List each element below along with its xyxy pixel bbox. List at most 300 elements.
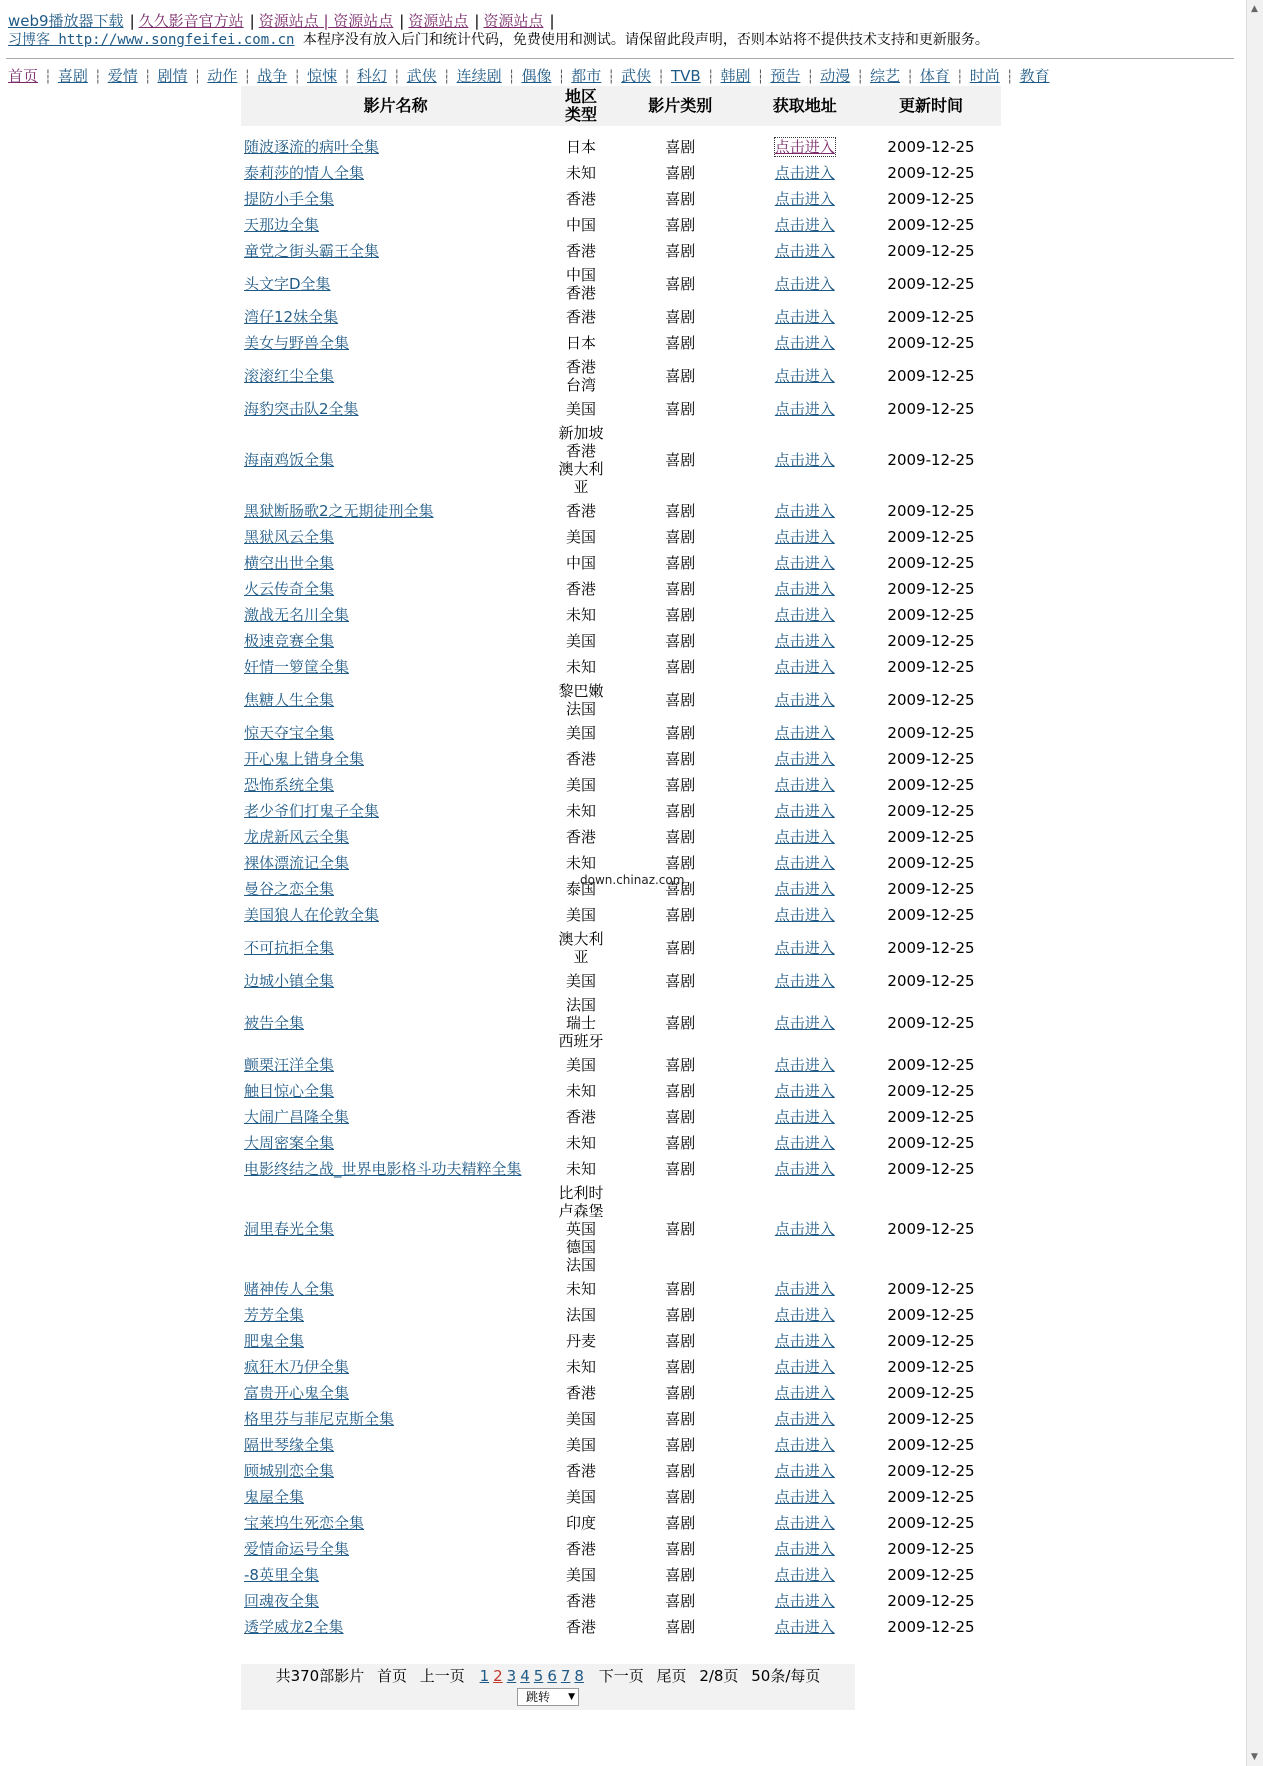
region-value: 美国: [566, 906, 597, 924]
movie-name-link[interactable]: 随波逐流的病叶全集: [244, 138, 380, 156]
enter-link[interactable]: 点击进入: [774, 1056, 835, 1074]
table-row: [241, 720, 1001, 746]
movie-name-cell: [241, 422, 550, 498]
enter-link[interactable]: 点击进入: [774, 972, 835, 990]
nav-item[interactable]: 动漫: [820, 67, 851, 85]
link-cell: [749, 746, 861, 772]
enter-link[interactable]: 点击进入: [774, 216, 835, 234]
pager-prev[interactable]: 上一页: [419, 1667, 465, 1685]
movie-name-link[interactable]: 宝莱坞生死恋全集: [244, 1514, 365, 1532]
enter-link[interactable]: 点击进入: [774, 1618, 835, 1636]
table-row: [241, 356, 1001, 396]
table-row: [241, 396, 1001, 422]
region-value: 未知: [566, 164, 597, 182]
table-row: [241, 1104, 1001, 1130]
enter-link[interactable]: 点击进入: [774, 906, 835, 924]
movie-name-cell: [241, 396, 550, 422]
movie-name-link[interactable]: 爱情命运号全集: [244, 1540, 350, 1558]
region-value: 中国: [566, 266, 597, 284]
enter-link[interactable]: 点击进入: [774, 1160, 835, 1178]
enter-link[interactable]: 点击进入: [774, 528, 835, 546]
region-value: 日本: [566, 138, 597, 156]
pager-page-link[interactable]: 3: [506, 1667, 517, 1685]
enter-link[interactable]: 点击进入: [774, 606, 835, 624]
table-row: [241, 1130, 1001, 1156]
update-time-cell: 2009-12-25: [887, 750, 975, 768]
table-row: [241, 212, 1001, 238]
category-cell: 喜剧: [665, 939, 696, 957]
movie-name-link[interactable]: -8英里全集: [244, 1566, 319, 1584]
category-cell: 喜剧: [665, 880, 696, 898]
movie-name-link[interactable]: 颤栗汪洋全集: [244, 1056, 335, 1074]
link-cell: [749, 1406, 861, 1432]
region-value: 黎巴嫩: [558, 682, 604, 700]
region-cell: [550, 550, 612, 576]
col-category-header: 影片类别: [612, 86, 749, 126]
category-cell: 喜剧: [665, 750, 696, 768]
movie-name-link[interactable]: 湾仔12妹全集: [244, 308, 339, 326]
movie-name-link[interactable]: 激战无名川全集: [244, 606, 350, 624]
movie-name-cell: [241, 1328, 550, 1354]
link-cell: [749, 968, 861, 994]
movie-name-link[interactable]: 美国狼人在伦敦全集: [244, 906, 380, 924]
link-cell: [749, 1052, 861, 1078]
update-time-cell: 2009-12-25: [887, 1280, 975, 1298]
nav-item[interactable]: 动作: [207, 67, 238, 85]
movie-name-link[interactable]: 头文字D全集: [244, 275, 331, 293]
pager-page-link[interactable]: 1: [479, 1667, 490, 1685]
category-cell: 喜剧: [665, 1108, 696, 1126]
movie-name-cell: [241, 772, 550, 798]
region-value: 中国: [566, 216, 597, 234]
nav-item[interactable]: 韩剧: [720, 67, 751, 85]
enter-link[interactable]: 点击进入: [774, 854, 835, 872]
nav-item[interactable]: 武侠: [406, 67, 437, 85]
region-value: 未知: [566, 606, 597, 624]
region-value: 法国: [566, 1306, 597, 1324]
nav-item[interactable]: 剧情: [157, 67, 188, 85]
category-cell: 喜剧: [665, 451, 696, 469]
region-value: 英国: [566, 1220, 597, 1238]
nav-item[interactable]: 教育: [1019, 67, 1050, 85]
movie-name-cell: [241, 1182, 550, 1276]
movie-name-link[interactable]: 边城小镇全集: [244, 972, 335, 990]
link-cell: [749, 602, 861, 628]
enter-link[interactable]: 点击进入: [774, 750, 835, 768]
nav-item[interactable]: 都市: [571, 67, 602, 85]
nav-divider: ┆: [243, 70, 252, 85]
update-time-cell: 2009-12-25: [887, 691, 975, 709]
link-cell: [749, 1588, 861, 1614]
category-cell: 喜剧: [665, 606, 696, 624]
scroll-up-icon[interactable]: ▲: [1251, 4, 1258, 14]
enter-link[interactable]: 点击进入: [774, 1014, 835, 1032]
update-time-cell: 2009-12-25: [887, 451, 975, 469]
movie-name-link[interactable]: 裸体漂流记全集: [244, 854, 350, 872]
movie-name-link[interactable]: 天那边全集: [244, 216, 320, 234]
pager-page-link[interactable]: 8: [574, 1667, 584, 1685]
pager-jump-row: [241, 1686, 855, 1706]
nav-item[interactable]: 战争: [257, 67, 288, 85]
movie-name-link[interactable]: 恐怖系统全集: [244, 776, 335, 794]
top-link-separator: |: [249, 12, 255, 30]
region-cell: [550, 186, 612, 212]
update-time-cell: 2009-12-25: [887, 1108, 975, 1126]
category-cell: 喜剧: [665, 1306, 696, 1324]
top-link-separator: |: [549, 12, 555, 30]
movie-name-link[interactable]: 透学威龙2全集: [244, 1618, 344, 1636]
top-link-separator: |: [474, 12, 480, 30]
category-cell: 喜剧: [665, 308, 696, 326]
update-time-cell: 2009-12-25: [887, 1410, 975, 1428]
movie-name-cell: [241, 746, 550, 772]
nav-item[interactable]: 武侠: [621, 67, 652, 85]
movie-name-cell: [241, 628, 550, 654]
category-cell: 喜剧: [665, 138, 696, 156]
table-row: [241, 1458, 1001, 1484]
table-row: [241, 1536, 1001, 1562]
region-value: 卢森堡: [558, 1202, 604, 1220]
table-row: [241, 330, 1001, 356]
nav-item[interactable]: 惊悚: [307, 67, 338, 85]
movie-name-link[interactable]: 隔世琴缘全集: [244, 1436, 335, 1454]
movie-name-link[interactable]: 老少爷们打鬼子全集: [244, 802, 380, 820]
movie-name-cell: [241, 824, 550, 850]
blog-link[interactable]: 习博客 http://www.songfeifei.com.cn: [8, 32, 295, 48]
enter-link[interactable]: 点击进入: [774, 724, 835, 742]
pager-first[interactable]: 首页: [376, 1667, 407, 1685]
enter-link[interactable]: 点击进入: [774, 1540, 835, 1558]
region-value: 香港: [566, 308, 597, 326]
movie-name-link[interactable]: 滚滚红尘全集: [244, 367, 335, 385]
enter-link[interactable]: 点击进入: [774, 1082, 835, 1100]
region-value: 香港: [566, 1592, 597, 1610]
movie-name-link[interactable]: 鬼屋全集: [244, 1488, 305, 1506]
movie-name-link[interactable]: 提防小手全集: [244, 190, 335, 208]
col-region-header: [550, 86, 612, 126]
enter-link[interactable]: 点击进入: [774, 1384, 835, 1402]
region-value: 丹麦: [566, 1332, 597, 1350]
movie-name-link[interactable]: 黑狱风云全集: [244, 528, 335, 546]
enter-link[interactable]: 点击进入: [774, 242, 835, 260]
enter-link[interactable]: 点击进入: [774, 632, 835, 650]
link-cell: [749, 1458, 861, 1484]
table-row: [241, 1484, 1001, 1510]
enter-link[interactable]: 点击进入: [774, 1566, 835, 1584]
category-cell: 喜剧: [665, 972, 696, 990]
movie-name-cell: [241, 720, 550, 746]
region-value: 美国: [566, 972, 597, 990]
update-time-cell: 2009-12-25: [887, 1618, 975, 1636]
update-time-cell: 2009-12-25: [887, 972, 975, 990]
region-cell: [550, 602, 612, 628]
scroll-down-icon[interactable]: ▼: [1251, 1752, 1258, 1762]
nav-divider: ┆: [856, 70, 865, 85]
link-cell: [749, 498, 861, 524]
table-row: [241, 1562, 1001, 1588]
link-cell: [749, 1536, 861, 1562]
enter-link[interactable]: 点击进入: [774, 334, 835, 352]
table-row: [241, 1156, 1001, 1182]
link-cell: [749, 1130, 861, 1156]
enter-link[interactable]: 点击进入: [774, 138, 835, 156]
region-cell: [550, 1130, 612, 1156]
pager-next[interactable]: 下一页: [598, 1667, 644, 1685]
enter-link[interactable]: 点击进入: [774, 1514, 835, 1532]
nav-item[interactable]: 爱情: [107, 67, 138, 85]
enter-link[interactable]: 点击进入: [774, 1306, 835, 1324]
category-cell: 喜剧: [665, 802, 696, 820]
region-cell: [550, 1328, 612, 1354]
pager-line: [241, 1666, 855, 1686]
movie-name-cell: [241, 160, 550, 186]
enter-link[interactable]: 点击进入: [774, 776, 835, 794]
top-link[interactable]: 资源站点 | 资源站点: [258, 12, 394, 30]
movie-name-cell: [241, 238, 550, 264]
nav-item[interactable]: 首页: [8, 67, 39, 85]
table-row: [241, 1588, 1001, 1614]
region-value: 印度: [566, 1514, 597, 1532]
enter-link[interactable]: 点击进入: [774, 451, 835, 469]
enter-link[interactable]: 点击进入: [774, 554, 835, 572]
update-time-cell: 2009-12-25: [887, 1306, 975, 1324]
pager-page-info: 2/8页: [699, 1667, 739, 1685]
enter-link[interactable]: 点击进入: [774, 502, 835, 520]
table-row: [241, 654, 1001, 680]
movie-name-cell: [241, 1380, 550, 1406]
divider: [6, 58, 1234, 59]
enter-link[interactable]: 点击进入: [774, 939, 835, 957]
update-time-cell: 2009-12-25: [887, 939, 975, 957]
enter-link[interactable]: 点击进入: [774, 1108, 835, 1126]
category-cell: 喜剧: [665, 854, 696, 872]
movie-name-cell: [241, 126, 550, 160]
movie-name-link[interactable]: 火云传奇全集: [244, 580, 335, 598]
region-cell: [550, 264, 612, 304]
region-value: 香港: [566, 828, 597, 846]
movie-name-link[interactable]: 不可抗拒全集: [244, 939, 335, 957]
movie-name-link[interactable]: 疯狂木乃伊全集: [244, 1358, 350, 1376]
notice-text: 本程序没有放入后门和统计代码，免费使用和测试。请保留此段声明，否则本站将不提供技术支持和更新服务。: [294, 32, 989, 48]
link-cell: [749, 654, 861, 680]
nav-item[interactable]: 时尚: [969, 67, 1000, 85]
top-link-bar: [8, 12, 1228, 50]
region-value: 美国: [566, 776, 597, 794]
enter-link[interactable]: 点击进入: [774, 1488, 835, 1506]
region-value: 香港: [566, 242, 597, 260]
movie-name-link[interactable]: 触目惊心全集: [244, 1082, 335, 1100]
top-link[interactable]: 久久影音官方站: [138, 12, 244, 30]
link-cell: [749, 850, 861, 876]
update-time-cell: 2009-12-25: [887, 906, 975, 924]
table-row: [241, 1182, 1001, 1276]
region-value: 美国: [566, 400, 597, 418]
enter-link[interactable]: 点击进入: [774, 190, 835, 208]
movie-name-link[interactable]: 泰莉莎的情人全集: [244, 164, 365, 182]
region-value: 香港: [566, 1108, 597, 1126]
region-cell: [550, 396, 612, 422]
nav-item[interactable]: TVB: [670, 67, 701, 85]
nav-item[interactable]: 偶像: [521, 67, 552, 85]
region-cell: [550, 1406, 612, 1432]
update-time-cell: 2009-12-25: [887, 190, 975, 208]
pager-page-link[interactable]: 7: [560, 1667, 571, 1685]
watermark: down.chinaz.com: [580, 873, 685, 887]
category-nav: [8, 66, 1050, 88]
enter-link[interactable]: 点击进入: [774, 367, 835, 385]
region-value: 美国: [566, 1056, 597, 1074]
region-value: 香港: [566, 284, 597, 302]
movie-name-link[interactable]: 芳芳全集: [244, 1306, 305, 1324]
region-cell: [550, 1562, 612, 1588]
enter-link[interactable]: 点击进入: [774, 580, 835, 598]
movie-name-link[interactable]: 格里芬与菲尼克斯全集: [244, 1410, 395, 1428]
category-cell: 喜剧: [665, 502, 696, 520]
region-cell: [550, 746, 612, 772]
nav-item[interactable]: 综艺: [870, 67, 901, 85]
movie-name-link[interactable]: 横空出世全集: [244, 554, 335, 572]
region-cell: [550, 356, 612, 396]
pager-page-link[interactable]: 6: [547, 1667, 557, 1685]
col-region-header-line2: 类型: [565, 105, 598, 124]
update-time-cell: 2009-12-25: [887, 1160, 975, 1178]
update-time-cell: 2009-12-25: [887, 658, 975, 676]
enter-link[interactable]: 点击进入: [774, 1280, 835, 1298]
top-link[interactable]: web9播放器下载: [8, 12, 124, 30]
enter-link[interactable]: 点击进入: [774, 1462, 835, 1480]
region-value: 香港: [566, 1618, 597, 1636]
movie-name-link[interactable]: 黑狱断肠歌2之无期徒刑全集: [244, 502, 434, 520]
update-time-cell: 2009-12-25: [887, 1358, 975, 1376]
jump-select[interactable]: [517, 1688, 579, 1706]
movie-name-link[interactable]: 焦糖人生全集: [244, 691, 335, 709]
movie-name-link[interactable]: 曼谷之恋全集: [244, 880, 335, 898]
update-time-cell: 2009-12-25: [887, 242, 975, 260]
movie-name-link[interactable]: 海豹突击队2全集: [244, 400, 359, 418]
movie-name-link[interactable]: 大闹广昌隆全集: [244, 1108, 350, 1126]
enter-link[interactable]: 点击进入: [774, 691, 835, 709]
movie-name-link[interactable]: 赌神传人全集: [244, 1280, 335, 1298]
movie-name-link[interactable]: 极速竞赛全集: [244, 632, 335, 650]
category-cell: 喜剧: [665, 334, 696, 352]
movie-name-cell: [241, 1562, 550, 1588]
movie-name-link[interactable]: 龙虎新风云全集: [244, 828, 350, 846]
pager-page-link[interactable]: 4: [520, 1667, 530, 1685]
region-cell: [550, 1354, 612, 1380]
enter-link[interactable]: 点击进入: [774, 658, 835, 676]
nav-item[interactable]: 科幻: [356, 67, 387, 85]
movie-name-link[interactable]: 奸情一箩筐全集: [244, 658, 350, 676]
nav-item[interactable]: 预告: [770, 67, 801, 85]
enter-link[interactable]: 点击进入: [774, 275, 835, 293]
table-row: [241, 1078, 1001, 1104]
link-cell: [749, 238, 861, 264]
update-time-cell: 2009-12-25: [887, 138, 975, 156]
region-value: 德国: [566, 1238, 597, 1256]
update-time-cell: 2009-12-25: [887, 275, 975, 293]
region-cell: [550, 330, 612, 356]
movie-name-link[interactable]: 被告全集: [244, 1014, 305, 1032]
table-row: [241, 238, 1001, 264]
movie-name-link[interactable]: 开心鬼上错身全集: [244, 750, 365, 768]
pager-page-link[interactable]: 2: [493, 1667, 503, 1685]
nav-item[interactable]: 连续剧: [456, 67, 502, 85]
nav-divider: ┆: [343, 70, 351, 85]
movie-name-cell: [241, 1588, 550, 1614]
enter-link[interactable]: 点击进入: [774, 880, 835, 898]
category-cell: 喜剧: [665, 724, 696, 742]
movie-name-link[interactable]: 电影终结之战_世界电影格斗功夫精粹全集: [244, 1160, 522, 1178]
enter-link[interactable]: 点击进入: [774, 802, 835, 820]
movie-name-link[interactable]: 肥鬼全集: [244, 1332, 305, 1350]
category-cell: 喜剧: [665, 1618, 696, 1636]
nav-item[interactable]: 喜剧: [57, 67, 88, 85]
movie-name-link[interactable]: 美女与野兽全集: [244, 334, 350, 352]
nav-divider: ┆: [442, 70, 451, 85]
enter-link[interactable]: 点击进入: [774, 1220, 835, 1238]
movie-name-link[interactable]: 惊天夺宝全集: [244, 724, 335, 742]
table-row: [241, 1510, 1001, 1536]
table-row: [241, 160, 1001, 186]
enter-link[interactable]: 点击进入: [774, 1134, 835, 1152]
enter-link[interactable]: 点击进入: [774, 400, 835, 418]
movie-name-link[interactable]: 顾城别恋全集: [244, 1462, 335, 1480]
region-cell: [550, 628, 612, 654]
nav-divider: ┆: [93, 70, 102, 85]
enter-link[interactable]: 点击进入: [774, 164, 835, 182]
enter-link[interactable]: 点击进入: [774, 1358, 835, 1376]
enter-link[interactable]: 点击进入: [774, 1592, 835, 1610]
enter-link[interactable]: 点击进入: [774, 308, 835, 326]
region-value: 日本: [566, 334, 597, 352]
movie-name-link[interactable]: 富贵开心鬼全集: [244, 1384, 350, 1402]
nav-item[interactable]: 体育: [919, 67, 950, 85]
movie-name-link[interactable]: 童党之街头霸王全集: [244, 242, 380, 260]
region-value: 香港: [566, 580, 597, 598]
movie-name-cell: [241, 212, 550, 238]
vertical-scrollbar[interactable]: [1246, 0, 1263, 1766]
update-time-cell: 2009-12-25: [887, 776, 975, 794]
top-link-separator: |: [399, 12, 405, 30]
enter-link[interactable]: 点击进入: [774, 1332, 835, 1350]
table-row: [241, 1328, 1001, 1354]
enter-link[interactable]: 点击进入: [774, 1436, 835, 1454]
enter-link[interactable]: 点击进入: [774, 828, 835, 846]
top-link[interactable]: 资源站点: [483, 12, 544, 30]
pager-last[interactable]: 尾页: [656, 1667, 687, 1685]
link-cell: [749, 876, 861, 902]
top-link[interactable]: 资源站点: [408, 12, 469, 30]
movie-name-link[interactable]: 洞里春光全集: [244, 1220, 335, 1238]
nav-divider: ┆: [44, 70, 52, 85]
category-cell: 喜剧: [665, 1220, 696, 1238]
enter-link[interactable]: 点击进入: [774, 1410, 835, 1428]
table-row: [241, 1380, 1001, 1406]
chevron-down-icon: ▼: [568, 1692, 575, 1702]
region-cell: [550, 1510, 612, 1536]
movie-name-link[interactable]: 大周密案全集: [244, 1134, 335, 1152]
category-cell: 喜剧: [665, 242, 696, 260]
movie-name-cell: [241, 1354, 550, 1380]
category-cell: 喜剧: [665, 1514, 696, 1532]
pager-page-link[interactable]: 5: [533, 1667, 544, 1685]
movie-name-link[interactable]: 海南鸡饭全集: [244, 451, 335, 469]
movie-name-link[interactable]: 回魂夜全集: [244, 1592, 320, 1610]
link-cell: [749, 1432, 861, 1458]
table-row: [241, 746, 1001, 772]
update-time-cell: 2009-12-25: [887, 216, 975, 234]
update-time-cell: 2009-12-25: [887, 632, 975, 650]
